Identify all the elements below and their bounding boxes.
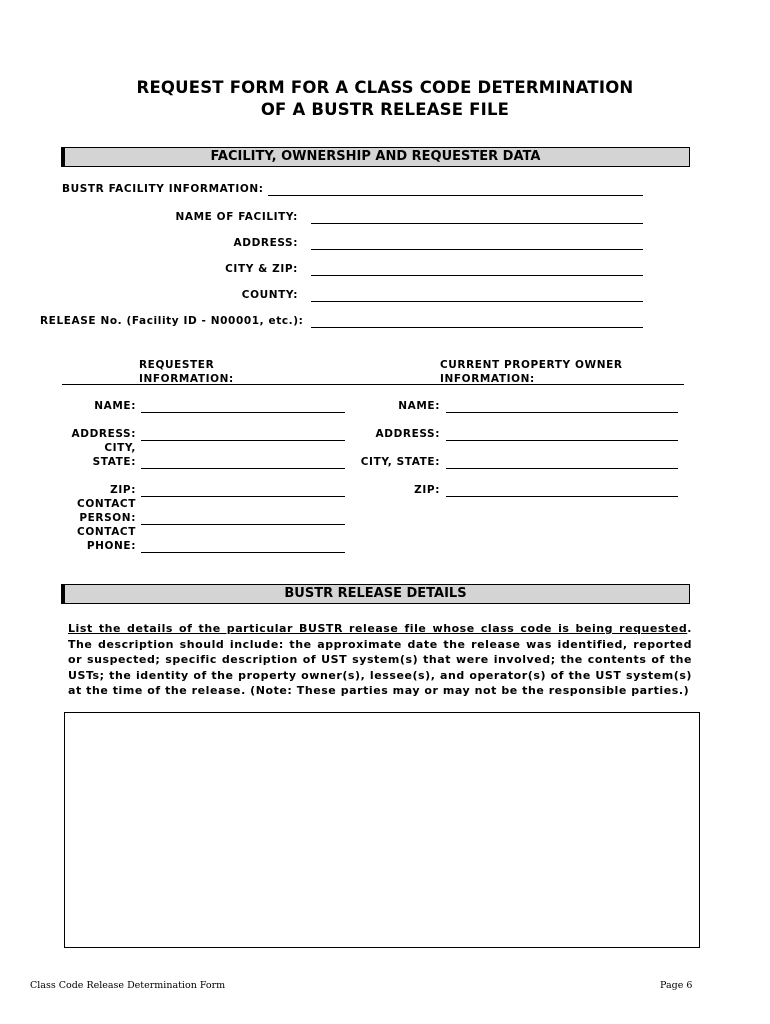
form-title-line1: REQUEST FORM FOR A CLASS CODE DETERMINATION [136, 78, 634, 97]
facility-city-zip-label: CITY & ZIP: [225, 263, 298, 275]
requester-city-state-field[interactable] [141, 468, 345, 469]
release-number-field[interactable] [311, 327, 643, 328]
column-heading-divider [62, 384, 684, 385]
owner-city-state-field[interactable] [446, 468, 678, 469]
requester-state-label: STATE: [92, 456, 136, 468]
section-heading-facility-ownership: FACILITY, OWNERSHIP AND REQUESTER DATA [61, 147, 690, 167]
requester-address-field[interactable] [141, 440, 345, 441]
contact-person-label-line2: PERSON: [79, 512, 136, 524]
release-details-textbox[interactable] [64, 712, 700, 948]
requester-zip-label: ZIP: [110, 484, 136, 496]
release-details-underlined: List the details of the particular BUSTR release file whose class code is being requested [68, 622, 688, 635]
form-title-line2: OF A BUSTR RELEASE FILE [260, 100, 510, 119]
release-number-label: RELEASE No. (Facility ID - N00001, etc.): [40, 315, 304, 327]
requester-address-label: ADDRESS: [71, 428, 136, 440]
facility-county-label: COUNTY: [241, 289, 298, 301]
owner-name-label: NAME: [398, 400, 440, 412]
requester-zip-field[interactable] [141, 496, 345, 497]
owner-zip-label: ZIP: [414, 484, 440, 496]
contact-phone-field[interactable] [141, 552, 345, 553]
owner-address-field[interactable] [446, 440, 678, 441]
facility-address-label: ADDRESS: [233, 237, 298, 249]
release-details-instructions [68, 621, 692, 699]
facility-city-zip-field[interactable] [311, 275, 643, 276]
footer-page-number: Page 6 [660, 980, 693, 991]
owner-city-state-label: CITY, STATE: [360, 456, 440, 468]
owner-zip-field[interactable] [446, 496, 678, 497]
contact-person-field[interactable] [141, 524, 345, 525]
release-details-rest: . The description should include: the approximate date the release was identified, reported or suspected; specific description of UST system(s) that were involved; the contents of the USTs; the identity of the property owner(s), lessee(s), and operator(s) of the UST system(s) at the time of the release. (Note: These parties may or may not be the responsible parties.) [68, 622, 692, 697]
section-heading-release-details: BUSTR RELEASE DETAILS [61, 584, 690, 604]
requester-city-label: CITY, [104, 442, 136, 454]
owner-address-label: ADDRESS: [375, 428, 440, 440]
footer-form-name: Class Code Release Determination Form [30, 980, 226, 991]
facility-name-label: NAME OF FACILITY: [175, 211, 298, 223]
facility-address-field[interactable] [311, 249, 643, 250]
contact-person-label-line1: CONTACT [77, 498, 136, 510]
requester-name-label: NAME: [94, 400, 136, 412]
contact-phone-label-line2: PHONE: [86, 540, 136, 552]
facility-county-field[interactable] [311, 301, 643, 302]
facility-info-heading: BUSTR FACILITY INFORMATION: [62, 183, 264, 195]
owner-heading: CURRENT PROPERTY OWNER INFORMATION: [440, 359, 623, 385]
contact-phone-label-line1: CONTACT [77, 526, 136, 538]
owner-name-field[interactable] [446, 412, 678, 413]
facility-info-line [268, 195, 643, 196]
requester-name-field[interactable] [141, 412, 345, 413]
requester-heading: REQUESTER INFORMATION: [139, 359, 234, 385]
facility-name-field[interactable] [311, 223, 643, 224]
